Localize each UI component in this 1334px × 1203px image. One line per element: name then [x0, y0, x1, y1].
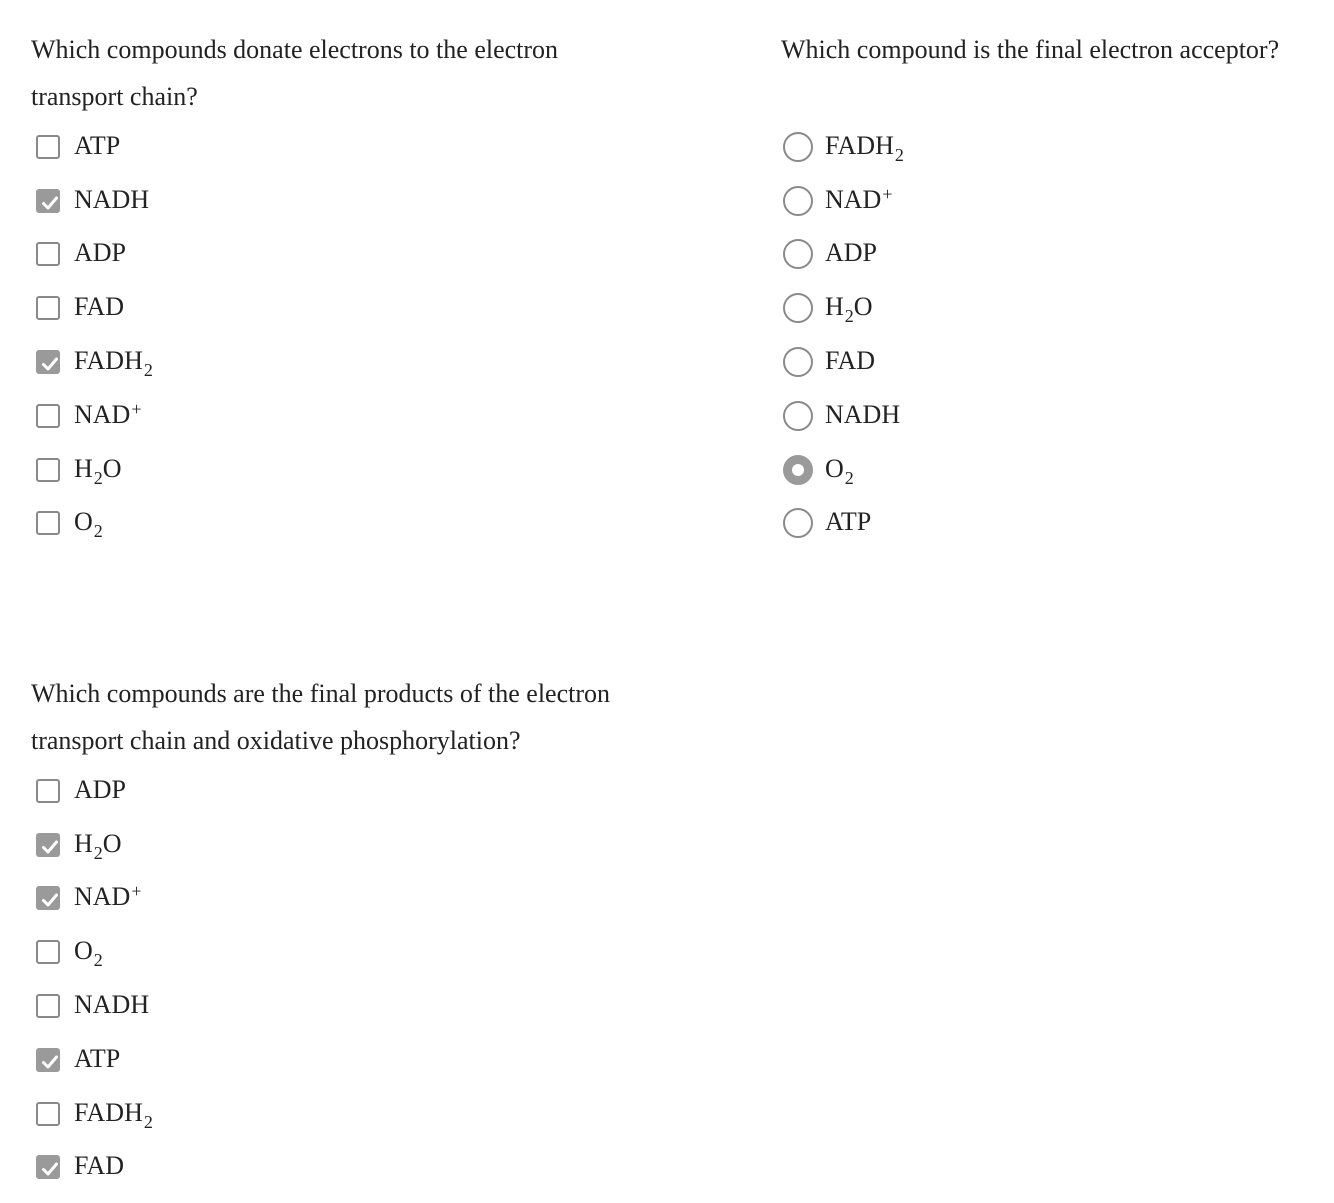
- checkbox-checked[interactable]: [36, 350, 60, 374]
- checkmark-icon: [40, 890, 60, 910]
- answer-option[interactable]: [781, 443, 1331, 497]
- option-list: [31, 764, 711, 1194]
- checkbox[interactable]: [36, 242, 60, 266]
- question-final-products: [31, 670, 711, 1194]
- radio-button-selected[interactable]: [783, 455, 813, 485]
- checkbox[interactable]: [36, 404, 60, 428]
- formula-base: ATP: [825, 507, 872, 537]
- checkbox-checked[interactable]: [36, 189, 60, 213]
- formula-base: FAD: [74, 292, 125, 322]
- option-label: [74, 400, 142, 430]
- formula-base: O: [74, 507, 93, 537]
- formula-base: ATP: [74, 1043, 121, 1073]
- option-label: [74, 775, 126, 805]
- checkbox-checked[interactable]: [36, 1155, 60, 1179]
- formula-subscript: 2: [894, 144, 904, 165]
- formula-suffix: O: [102, 453, 122, 483]
- formula-subscript: 2: [143, 360, 153, 381]
- checkbox[interactable]: [36, 940, 60, 964]
- option-label: [74, 1097, 153, 1132]
- option-label: [74, 453, 122, 488]
- option-label: [825, 185, 893, 215]
- formula-subscript: 2: [844, 467, 854, 488]
- radio-button[interactable]: [783, 132, 813, 162]
- formula-base: O: [825, 453, 844, 483]
- formula-base: NAD: [74, 882, 131, 912]
- formula-base: H: [825, 292, 844, 322]
- option-label: [74, 238, 126, 268]
- formula-base: ADP: [74, 774, 127, 804]
- option-label: [825, 400, 900, 430]
- option-list: [781, 120, 1331, 550]
- radio-button[interactable]: [783, 186, 813, 216]
- answer-option[interactable]: [781, 281, 1331, 335]
- option-label: [74, 346, 153, 381]
- formula-base: NADH: [74, 990, 150, 1020]
- checkbox[interactable]: [36, 296, 60, 320]
- answer-option[interactable]: [31, 818, 711, 872]
- formula-base: FADH: [74, 1097, 143, 1127]
- option-label: [74, 828, 122, 863]
- answer-option[interactable]: [31, 497, 671, 551]
- checkmark-icon: [40, 1159, 60, 1179]
- checkbox-checked[interactable]: [36, 886, 60, 910]
- answer-option[interactable]: [31, 925, 711, 979]
- answer-option[interactable]: [31, 443, 671, 497]
- checkbox-checked[interactable]: [36, 833, 60, 857]
- formula-base: NADH: [74, 184, 150, 214]
- answer-option[interactable]: [31, 174, 671, 228]
- checkbox[interactable]: [36, 511, 60, 535]
- answer-option[interactable]: [31, 281, 671, 335]
- answer-option[interactable]: [31, 389, 671, 443]
- option-label: [74, 1044, 120, 1074]
- option-label: [74, 936, 103, 971]
- formula-base: FAD: [825, 346, 876, 376]
- answer-option[interactable]: [781, 174, 1331, 228]
- question-prompt: Which compounds donate electrons to the electron transport chain?: [31, 35, 559, 111]
- checkmark-icon: [40, 193, 60, 213]
- option-label: [825, 292, 873, 327]
- formula-base: H: [74, 828, 93, 858]
- answer-option[interactable]: [31, 1033, 711, 1087]
- checkbox[interactable]: [36, 1102, 60, 1126]
- answer-option[interactable]: [31, 764, 711, 818]
- formula-superscript: +: [131, 398, 142, 419]
- option-label: [74, 292, 124, 322]
- checkmark-icon: [40, 837, 60, 857]
- formula-base: ATP: [74, 130, 121, 160]
- checkbox-checked[interactable]: [36, 1048, 60, 1072]
- radio-button[interactable]: [783, 239, 813, 269]
- formula-subscript: 2: [93, 467, 103, 488]
- answer-option[interactable]: [31, 979, 711, 1033]
- option-label: [825, 346, 875, 376]
- formula-base: O: [74, 936, 93, 966]
- radio-button[interactable]: [783, 347, 813, 377]
- option-label: [74, 507, 103, 542]
- option-label: [74, 990, 149, 1020]
- formula-suffix: O: [853, 292, 873, 322]
- radio-dot: [792, 464, 804, 476]
- option-label: [74, 882, 142, 912]
- formula-base: NAD: [825, 184, 882, 214]
- option-label: [74, 1151, 124, 1181]
- answer-option[interactable]: [781, 335, 1331, 389]
- formula-suffix: O: [102, 828, 122, 858]
- formula-base: H: [74, 453, 93, 483]
- option-label: [74, 185, 149, 215]
- question-prompt: Which compounds are the final products of the electron transport chain and oxidative phosphorylation?: [31, 679, 611, 755]
- formula-base: NADH: [825, 399, 901, 429]
- formula-base: FADH: [74, 346, 143, 376]
- option-list: [31, 120, 671, 550]
- checkbox[interactable]: [36, 994, 60, 1018]
- option-label: [825, 453, 854, 488]
- formula-subscript: 2: [93, 950, 103, 971]
- formula-subscript: 2: [143, 1111, 153, 1132]
- option-label: [825, 507, 871, 537]
- formula-base: FAD: [74, 1151, 125, 1181]
- formula-base: ADP: [825, 238, 878, 268]
- checkmark-icon: [40, 1052, 60, 1072]
- question-prompt: Which compound is the final electron acceptor?: [781, 35, 1280, 64]
- answer-option[interactable]: [781, 120, 1331, 174]
- answer-option[interactable]: [31, 228, 671, 282]
- question-final-electron-acceptor: [781, 26, 1331, 550]
- answer-option[interactable]: [781, 497, 1331, 551]
- formula-subscript: 2: [93, 842, 103, 863]
- radio-button[interactable]: [783, 508, 813, 538]
- formula-base: ADP: [74, 238, 127, 268]
- checkbox[interactable]: [36, 135, 60, 159]
- formula-subscript: 2: [93, 521, 103, 542]
- formula-base: FADH: [825, 130, 894, 160]
- answer-option[interactable]: [31, 335, 671, 389]
- answer-option[interactable]: [31, 872, 711, 926]
- checkbox[interactable]: [36, 458, 60, 482]
- answer-option[interactable]: [781, 389, 1331, 443]
- answer-option[interactable]: [31, 1141, 711, 1195]
- formula-superscript: +: [882, 183, 893, 204]
- answer-option[interactable]: [31, 1087, 711, 1141]
- option-label: [74, 131, 120, 161]
- radio-button[interactable]: [783, 401, 813, 431]
- question-electron-donors: [31, 26, 671, 550]
- checkbox[interactable]: [36, 779, 60, 803]
- answer-option[interactable]: [31, 120, 671, 174]
- answer-option[interactable]: [781, 228, 1331, 282]
- option-label: [825, 130, 904, 165]
- formula-subscript: 2: [844, 306, 854, 327]
- radio-button[interactable]: [783, 293, 813, 323]
- checkmark-icon: [40, 354, 60, 374]
- option-label: [825, 238, 877, 268]
- formula-superscript: +: [131, 881, 142, 902]
- formula-base: NAD: [74, 399, 131, 429]
